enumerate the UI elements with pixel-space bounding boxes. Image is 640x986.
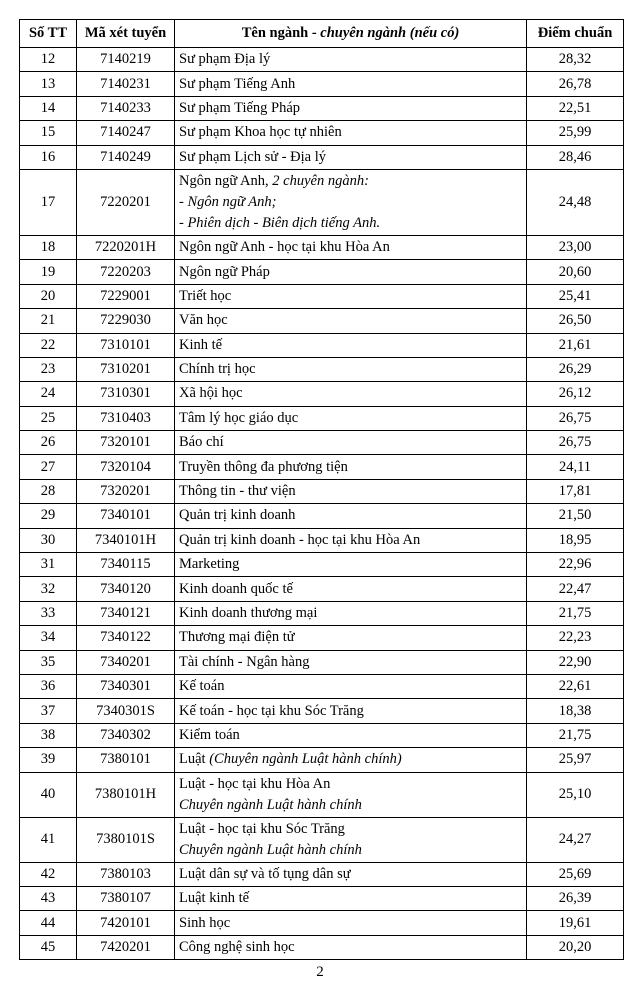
row-score: 24,27 (527, 817, 624, 862)
row-number: 37 (20, 699, 77, 723)
major-name-line (179, 749, 522, 770)
row-code: 7320101 (77, 431, 175, 455)
row-number: 39 (20, 748, 77, 772)
row-number: 14 (20, 96, 77, 120)
row-number: 23 (20, 357, 77, 381)
row-major-name (175, 674, 527, 698)
major-name: Kế toán - học tại khu Sóc Trăng (179, 702, 364, 719)
row-score: 26,12 (527, 382, 624, 406)
row-score: 22,61 (527, 674, 624, 698)
table-row (20, 284, 624, 308)
major-name-line (179, 383, 522, 404)
table-row (20, 723, 624, 747)
major-name: Xã hội học (179, 385, 243, 402)
row-major-name (175, 309, 527, 333)
table-row (20, 772, 624, 817)
row-number: 13 (20, 72, 77, 96)
row-major-name (175, 382, 527, 406)
specialization-line: Chuyên ngành Luật hành chính (179, 841, 362, 858)
header-code: Mã xét tuyển (77, 20, 175, 48)
row-score: 23,00 (527, 235, 624, 259)
row-major-name (175, 48, 527, 72)
major-name: Sư phạm Tiếng Pháp (179, 99, 301, 116)
row-number: 42 (20, 862, 77, 886)
row-major-name (175, 406, 527, 430)
row-major-name (175, 96, 527, 120)
row-major-name (175, 145, 527, 169)
row-code: 7380101S (77, 817, 175, 862)
row-number: 29 (20, 504, 77, 528)
major-name: Sư phạm Địa lý (179, 51, 271, 68)
row-major-name (175, 479, 527, 503)
major-name: Luật kinh tế (179, 890, 250, 907)
page-number: 2 (316, 964, 324, 980)
table-row (20, 577, 624, 601)
major-name-line (179, 530, 522, 551)
row-score: 22,23 (527, 626, 624, 650)
major-name-line (179, 888, 522, 909)
row-score: 26,39 (527, 886, 624, 910)
row-score: 22,51 (527, 96, 624, 120)
row-number: 36 (20, 674, 77, 698)
row-code: 7340301S (77, 699, 175, 723)
major-name: Thông tin - thư viện (179, 483, 296, 500)
major-name: Luật dân sự và tố tụng dân sự (179, 865, 351, 882)
row-major-name (175, 235, 527, 259)
major-name: Ngôn ngữ Anh, (179, 172, 273, 189)
row-code: 7220201 (77, 169, 175, 235)
table-row (20, 748, 624, 772)
row-major-name (175, 911, 527, 935)
row-code: 7380107 (77, 886, 175, 910)
row-code: 7380101H (77, 772, 175, 817)
row-major-name (175, 121, 527, 145)
row-code: 7340122 (77, 626, 175, 650)
row-number: 28 (20, 479, 77, 503)
table-row (20, 431, 624, 455)
admission-scores-table (19, 19, 624, 960)
row-code: 7220203 (77, 260, 175, 284)
table-row (20, 479, 624, 503)
major-name-line (179, 774, 522, 795)
row-code: 7340101 (77, 504, 175, 528)
major-name-line (179, 652, 522, 673)
row-code: 7340302 (77, 723, 175, 747)
major-name-line (179, 676, 522, 697)
row-major-name (175, 284, 527, 308)
row-score: 22,90 (527, 650, 624, 674)
row-code: 7140247 (77, 121, 175, 145)
major-name: Thương mại điện tử (179, 629, 295, 646)
row-code: 7340101H (77, 528, 175, 552)
major-name-line (179, 554, 522, 575)
row-major-name (175, 886, 527, 910)
table-row (20, 935, 624, 959)
row-score: 21,50 (527, 504, 624, 528)
major-name-line (179, 49, 522, 70)
major-name: Luật (179, 751, 210, 768)
major-name: Sư phạm Khoa học tự nhiên (179, 124, 342, 141)
row-major-name (175, 699, 527, 723)
row-score: 21,75 (527, 601, 624, 625)
row-major-name (175, 817, 527, 862)
row-major-name (175, 935, 527, 959)
major-name: Kinh doanh quốc tế (179, 580, 293, 597)
header-score: Điểm chuẩn (527, 20, 624, 48)
table-row (20, 911, 624, 935)
row-score: 22,47 (527, 577, 624, 601)
table-row (20, 674, 624, 698)
row-score: 22,96 (527, 553, 624, 577)
major-name: Triết học (179, 287, 232, 304)
table-row (20, 601, 624, 625)
row-number: 20 (20, 284, 77, 308)
row-code: 7229030 (77, 309, 175, 333)
table-row (20, 650, 624, 674)
table-header-row (20, 20, 624, 48)
table-row (20, 699, 624, 723)
row-score: 18,95 (527, 528, 624, 552)
row-number: 43 (20, 886, 77, 910)
row-number: 27 (20, 455, 77, 479)
major-name-line (179, 408, 522, 429)
row-major-name (175, 772, 527, 817)
table-row (20, 48, 624, 72)
major-name: Kiểm toán (179, 726, 240, 743)
major-name-line (179, 122, 522, 143)
major-name-line (179, 579, 522, 600)
row-number: 41 (20, 817, 77, 862)
row-code: 7310301 (77, 382, 175, 406)
major-name: Sư phạm Lịch sử - Địa lý (179, 148, 327, 165)
table-body (20, 48, 624, 960)
row-number: 35 (20, 650, 77, 674)
row-score: 21,75 (527, 723, 624, 747)
row-major-name (175, 650, 527, 674)
table-row (20, 357, 624, 381)
major-name: Ngôn ngữ Anh - học tại khu Hòa An (179, 239, 390, 256)
specialization-line: - Phiên dịch - Biên dịch tiếng Anh. (179, 214, 381, 231)
row-score: 26,75 (527, 431, 624, 455)
major-name-note: 2 chuyên ngành: (272, 172, 369, 189)
table-row (20, 72, 624, 96)
major-name-line (179, 627, 522, 648)
row-major-name (175, 333, 527, 357)
row-major-name (175, 72, 527, 96)
table-row (20, 626, 624, 650)
row-number: 30 (20, 528, 77, 552)
row-number: 22 (20, 333, 77, 357)
row-score: 20,60 (527, 260, 624, 284)
major-name-line (179, 359, 522, 380)
major-name: Tâm lý học giáo dục (179, 409, 299, 426)
row-score: 25,41 (527, 284, 624, 308)
major-name-line (179, 864, 522, 885)
major-name-line (179, 937, 522, 958)
major-name-line (179, 725, 522, 746)
row-major-name (175, 431, 527, 455)
row-major-name (175, 504, 527, 528)
row-code: 7340121 (77, 601, 175, 625)
row-number: 18 (20, 235, 77, 259)
row-code: 7320201 (77, 479, 175, 503)
row-score: 25,97 (527, 748, 624, 772)
row-code: 7220201H (77, 235, 175, 259)
row-code: 7140231 (77, 72, 175, 96)
row-score: 26,50 (527, 309, 624, 333)
table-row (20, 528, 624, 552)
row-code: 7310201 (77, 357, 175, 381)
row-code: 7420201 (77, 935, 175, 959)
row-code: 7140233 (77, 96, 175, 120)
row-number: 33 (20, 601, 77, 625)
major-name-line (179, 98, 522, 119)
row-major-name (175, 169, 527, 235)
table-row (20, 886, 624, 910)
major-name-line (179, 819, 522, 840)
major-name-line (179, 913, 522, 934)
major-name-note: (Chuyên ngành Luật hành chính) (209, 751, 402, 768)
row-number: 26 (20, 431, 77, 455)
row-number: 44 (20, 911, 77, 935)
row-major-name (175, 260, 527, 284)
row-score: 25,99 (527, 121, 624, 145)
header-name (175, 20, 527, 48)
row-score: 26,78 (527, 72, 624, 96)
row-major-name (175, 577, 527, 601)
table-row (20, 862, 624, 886)
row-major-name (175, 553, 527, 577)
major-name-line (179, 603, 522, 624)
major-name-line (179, 335, 522, 356)
table-row (20, 553, 624, 577)
major-name-line (179, 457, 522, 478)
header-no: Số TT (20, 20, 77, 48)
row-score: 26,75 (527, 406, 624, 430)
table-row (20, 309, 624, 333)
row-number: 40 (20, 772, 77, 817)
major-name: Kinh doanh thương mại (179, 605, 318, 621)
table-row (20, 145, 624, 169)
major-name-line (179, 74, 522, 95)
major-name: Sinh học (179, 914, 231, 931)
major-name: Marketing (179, 556, 240, 573)
row-major-name (175, 748, 527, 772)
row-number: 16 (20, 145, 77, 169)
row-number: 24 (20, 382, 77, 406)
major-name-line (179, 237, 522, 258)
major-name-line (179, 171, 522, 192)
major-name-line (179, 481, 522, 502)
row-score: 17,81 (527, 479, 624, 503)
major-name: Kế toán (179, 678, 225, 695)
specialization-line: Chuyên ngành Luật hành chính (179, 796, 362, 813)
row-code: 7340201 (77, 650, 175, 674)
table-row (20, 333, 624, 357)
row-score: 28,46 (527, 145, 624, 169)
row-number: 19 (20, 260, 77, 284)
row-number: 15 (20, 121, 77, 145)
table-row (20, 260, 624, 284)
row-number: 12 (20, 48, 77, 72)
row-number: 38 (20, 723, 77, 747)
major-name: Luật - học tại khu Hòa An (179, 775, 331, 792)
row-major-name (175, 626, 527, 650)
major-name: Sư phạm Tiếng Anh (179, 75, 296, 92)
row-code: 7340120 (77, 577, 175, 601)
major-name-line (179, 262, 522, 283)
row-major-name (175, 601, 527, 625)
row-number: 25 (20, 406, 77, 430)
table-row (20, 817, 624, 862)
row-number: 21 (20, 309, 77, 333)
row-score: 24,48 (527, 169, 624, 235)
row-major-name (175, 723, 527, 747)
major-name: Kinh tế (179, 336, 223, 353)
row-code: 7340115 (77, 553, 175, 577)
table-row (20, 504, 624, 528)
table-row (20, 406, 624, 430)
row-code: 7140219 (77, 48, 175, 72)
major-name: Luật - học tại khu Sóc Trăng (179, 820, 345, 837)
row-score: 25,69 (527, 862, 624, 886)
row-number: 32 (20, 577, 77, 601)
table-row (20, 382, 624, 406)
row-number: 45 (20, 935, 77, 959)
table-row (20, 169, 624, 235)
row-code: 7380103 (77, 862, 175, 886)
row-major-name (175, 862, 527, 886)
table-row (20, 121, 624, 145)
major-name-line (179, 310, 522, 331)
major-name: Chính trị học (179, 361, 256, 378)
row-score: 18,38 (527, 699, 624, 723)
major-name: Văn học (179, 312, 228, 329)
major-name-line (179, 286, 522, 307)
row-code: 7340301 (77, 674, 175, 698)
row-score: 21,61 (527, 333, 624, 357)
major-name: Tài chính - Ngân hàng (179, 653, 310, 670)
row-code: 7140249 (77, 145, 175, 169)
row-code: 7310101 (77, 333, 175, 357)
major-name: Quản trị kinh doanh - học tại khu Hòa An (179, 531, 421, 548)
row-score: 25,10 (527, 772, 624, 817)
major-name: Ngôn ngữ Pháp (179, 263, 270, 280)
row-major-name (175, 357, 527, 381)
row-major-name (175, 455, 527, 479)
row-number: 17 (20, 169, 77, 235)
row-score: 20,20 (527, 935, 624, 959)
row-score: 26,29 (527, 357, 624, 381)
major-name: Công nghệ sinh học (179, 938, 295, 955)
header-name-main: Tên ngành - (241, 25, 321, 41)
row-score: 24,11 (527, 455, 624, 479)
major-name: Truyền thông đa phương tiện (179, 458, 348, 475)
row-code: 7380101 (77, 748, 175, 772)
table-row (20, 235, 624, 259)
row-score: 19,61 (527, 911, 624, 935)
specialization-line: - Ngôn ngữ Anh; (179, 193, 277, 210)
major-name-line (179, 432, 522, 453)
row-major-name (175, 528, 527, 552)
major-name-line (179, 147, 522, 168)
row-number: 31 (20, 553, 77, 577)
major-name-line (179, 701, 522, 722)
row-code: 7310403 (77, 406, 175, 430)
row-code: 7229001 (77, 284, 175, 308)
major-name-line (179, 505, 522, 526)
row-code: 7320104 (77, 455, 175, 479)
header-name-italic: chuyên ngành (nếu có) (320, 25, 460, 41)
row-number: 34 (20, 626, 77, 650)
row-score: 28,32 (527, 48, 624, 72)
major-name: Quản trị kinh doanh (179, 507, 296, 524)
major-name: Báo chí (179, 434, 224, 451)
table-row (20, 455, 624, 479)
table-row (20, 96, 624, 120)
row-code: 7420101 (77, 911, 175, 935)
